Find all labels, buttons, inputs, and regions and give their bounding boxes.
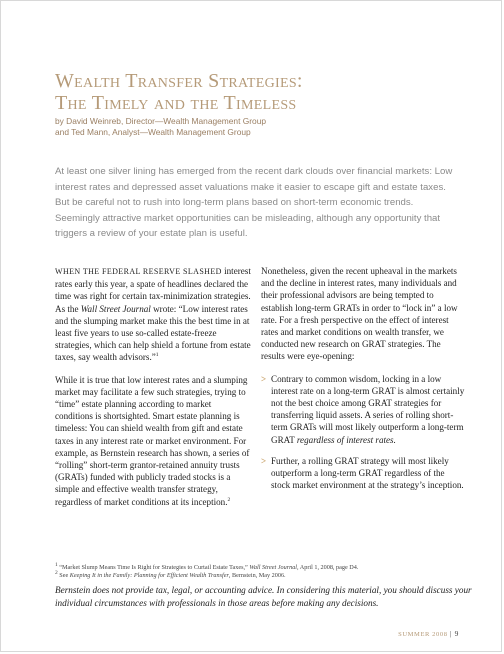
issue-label: SUMMER 2008 xyxy=(398,631,448,638)
chevron-right-icon: > xyxy=(261,455,267,466)
article-title xyxy=(55,70,475,114)
right-column xyxy=(261,265,465,500)
left-paragraph-1: WHEN THE FEDERAL RESERVE SLASHED interest rates early this year, a spate of headlines declared the time was right for certain tax-minimization strategies. As the Wall Street Journal wrote: “Low interest rates and the slumping market make this the best time in at least five years to use so-called estate-freeze strategies, which can help shield a fortune from estate taxes, say wealth advisors.”$^1$ xyxy=(55,266,251,363)
footnote-ref-2: 2 xyxy=(227,496,231,503)
page-footer xyxy=(398,629,459,638)
footer-separator: | xyxy=(447,629,455,638)
footnote-ref-1: 1 xyxy=(155,352,159,359)
chevron-right-icon: > xyxy=(261,373,267,384)
right-paragraph-1: Nonetheless, given the recent upheaval in the markets and the decline in interest rates, many individuals and their professional advisors are being tempted to establish long-term GRATs in order to “lock in” a low rate. For a fresh perspective on the effect of interest rates and market conditions on wealth transfer, we conducted new research on GRAT strategies. The results were eye-opening: xyxy=(261,266,458,362)
byline-line1: by David Weinreb, Director—Wealth Management Group xyxy=(55,116,267,126)
opening-caps: WHEN THE FEDERAL RESERVE SLASHED xyxy=(55,267,222,276)
lead-paragraph: At least one silver lining has emerged from the recent dark clouds over financial markets: Low interest rates and depressed asset valuations make it easier to escape gift and estate taxes. But be careful not to rush into long-term plans based on short-term economic trends. Seemingly attractive market opportunities can be misleading, although any opportunity that triggers a review of your estate plan is useful. xyxy=(55,166,453,239)
page-number: 9 xyxy=(454,629,459,638)
article-title-line2: The Timely and the Timeless xyxy=(55,92,297,114)
list-item: > Contrary to common wisdom, locking in a low interest rate on a long-term GRAT is almost certainly not the best choice among GRAT strategies for transferring liquid assets. A series of rolling short-term GRATs will most likely outperform a long-term GRAT regardless of interest rates. xyxy=(261,373,465,445)
left-paragraph-2: While it is true that low interest rates and a slumping market may facilitate a few such strategies, trying to “time” estate planning according to market conditions is shortsighted. Smart estate planning is timeless: You can shield wealth from gift and estate taxes in any interest rate or market environment. For example, as Bernstein research has shown, a series of “rolling” short-term grantor-retained annuity trusts (GRATs) funded with publicly traded stocks is a simple and effective wealth transfer strategy, regardless of market conditions at its inception.$^2$ xyxy=(55,374,250,507)
byline xyxy=(55,116,455,138)
footnote-2: $^2$ See Keeping It in the Family: Planning for Efficient Wealth Transfer, Bernstein, May 2006. xyxy=(55,569,286,579)
findings-list xyxy=(261,373,465,492)
byline-line2: and Ted Mann, Analyst—Wealth Management Group xyxy=(55,127,251,137)
list-item: > Further, a rolling GRAT strategy will most likely outperform a long-term GRAT regardless of the stock market environment at the strategy’s inception. xyxy=(261,455,464,491)
footnote-1: $^1$ “Market Slump Means Time Is Right for Strategies to Curtail Estate Taxes,” Wall Street Journal, April 1, 2008, page D4. xyxy=(55,561,359,571)
disclaimer: Bernstein does not provide tax, legal, or accounting advice. In considering this material, you should discuss your individual circumstances with professionals in those areas before making any decisions. xyxy=(55,585,472,608)
article-title-line1: Wealth Transfer Strategies: xyxy=(55,70,303,92)
journal-name: Wall Street Journal xyxy=(80,303,151,314)
left-column xyxy=(55,265,251,518)
footnotes xyxy=(55,561,475,580)
